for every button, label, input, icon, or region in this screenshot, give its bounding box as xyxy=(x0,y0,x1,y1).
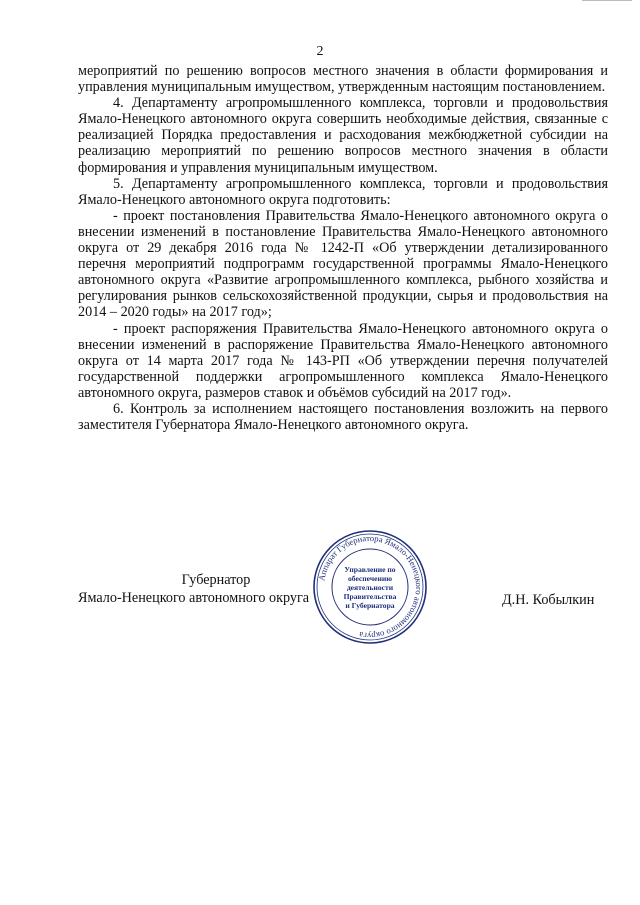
seal-center-line: и Губернатора xyxy=(345,601,395,610)
official-seal xyxy=(311,528,429,646)
list-item-draft-resolution: - проект постановления Правительства Ямало-Ненецкого автономного округа о внесении изменений в постановление Правительства Ямало-Ненецкого автономного округа от 29 декабря 2016 года № 1242-П «Об утверждении детализированного перечня мероприятий подпрограмм государственной программы Ямало-Ненецкого автономного округа «Развитие агропромышленного комплекса, рыбного хозяйства и регулирования рынков сельскохозяйственной продукции, сырья и продовольствия на 2014 – 2020 годы» на 2017 год»; xyxy=(78,208,608,321)
scan-edge-mark xyxy=(582,0,632,4)
seal-ring-text: Аппарат Губернатора Ямало-Ненецкого автономного округа xyxy=(316,532,425,642)
signatory-name: Д.Н. Кобылкин xyxy=(502,592,595,608)
signatory-title-line2: Ямало-Ненецкого автономного округа xyxy=(78,590,310,606)
document-body xyxy=(78,63,608,433)
paragraph-6: 6. Контроль за исполнением настоящего постановления возложить на первого заместителя Губернатора Ямало-Ненецкого автономного округа. xyxy=(78,400,608,434)
page-number: 2 xyxy=(316,44,324,59)
seal-center-line: Правительства xyxy=(343,592,397,601)
list-item-draft-order: - проект распоряжения Правительства Ямало-Ненецкого автономного округа о внесении изменений в распоряжение Правительства Ямало-Ненецкого автономного округа от 14 марта 2017 года № 143-РП «Об утверждении перечня получателей государственной поддержки агропромышленного комплекса Ямало-Ненецкого автономного округа, размеров ставок и объёмов субсидий на 2017 год». xyxy=(78,321,608,401)
seal-center-line: обеспечению xyxy=(347,574,393,583)
seal-center-line: деятельности xyxy=(346,583,394,592)
paragraph-5: 5. Департаменту агропромышленного комплекса, торговли и продовольствия Ямало-Ненецкого автономного округа подготовить: xyxy=(78,175,608,208)
signatory-title xyxy=(78,571,318,607)
paragraph-4: 4. Департаменту агропромышленного комплекса, торговли и продовольствия Ямало-Ненецкого автономного округа совершить необходимые действия, связанные с реализацией Порядка предоставления и расходования межбюджетной субсидии на реализацию мероприятий по решению вопросов местного значения в области формирования и управления муниципальным имуществом. xyxy=(78,95,608,176)
seal-center-line: Управление по xyxy=(344,565,396,574)
paragraph-continuation: мероприятий по решению вопросов местного значения в области формирования и управления муниципальным имуществом, утвержденным настоящим постановлением. xyxy=(78,63,608,96)
signatory-title-line1: Губернатор xyxy=(181,572,251,588)
seal-graphic xyxy=(311,528,429,646)
